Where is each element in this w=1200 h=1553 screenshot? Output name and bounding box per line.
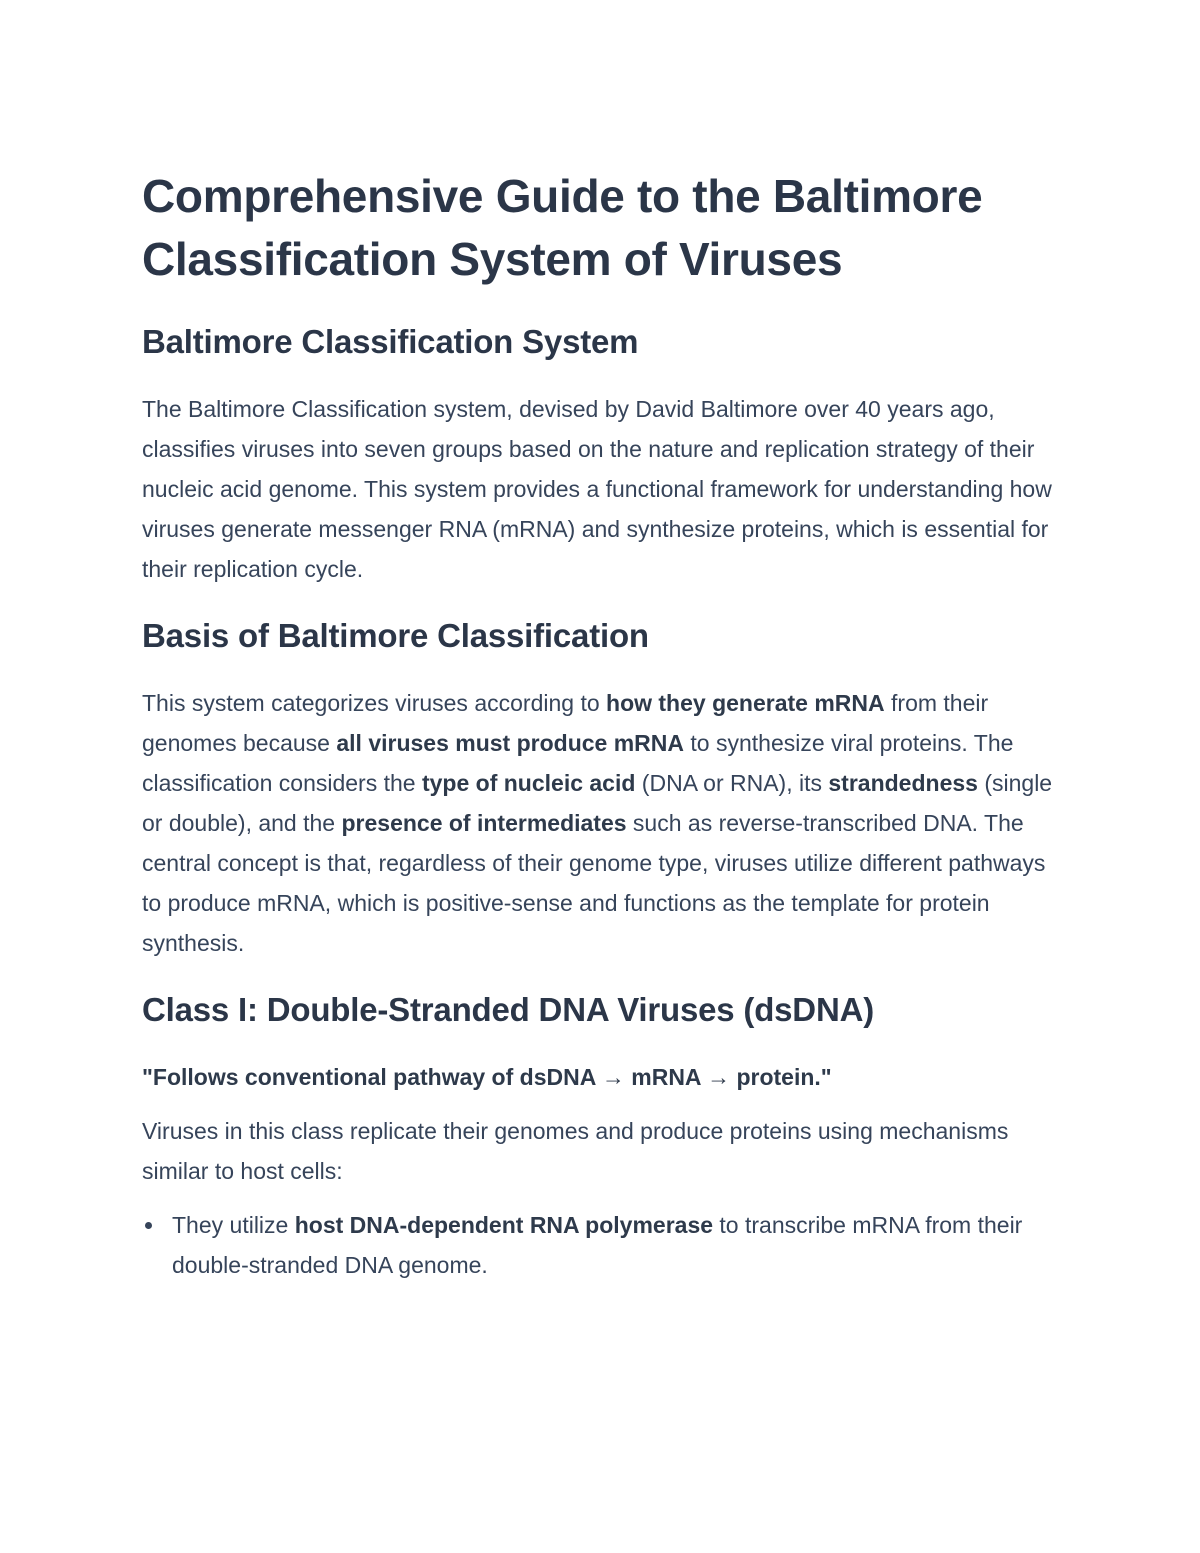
text-run: from their genomes because [142,690,989,756]
text-run: such as reverse-transcribed DNA. The central concept is that, regardless of their genome type, viruses utilize different pathways to produce mRNA, which is positive-sense and functions as the template for protein synthesis. [142,810,1046,956]
section-heading-baltimore-system: Baltimore Classification System [142,323,639,360]
bullet-icon [145,1222,152,1229]
bold-run: presence of intermediates [341,810,627,836]
text-run: to transcribe mRNA from their double-stranded DNA genome. [172,1212,1023,1278]
bold-run: strandedness [828,770,978,796]
bold-run: all viruses must produce mRNA [336,730,685,756]
document-title: Comprehensive Guide to the Baltimore Classification System of Viruses [142,170,983,285]
class-i-quote: "Follows conventional pathway of dsDNA → mRNA → protein." [142,1064,832,1090]
section-heading-class-i: Class I: Double-Stranded DNA Viruses (dsDNA) [142,991,874,1028]
text-run: to synthesize viral proteins. The classification considers the [142,730,1014,796]
bold-run: host DNA-dependent RNA polymerase [294,1212,714,1238]
section-paragraph-basis [142,683,1060,963]
section-paragraph-baltimore-system: The Baltimore Classification system, devised by David Baltimore over 40 years ago, classifies viruses into seven groups based on the nature and replication strategy of their nucleic acid genome. This system provides a functional framework for understanding how viruses generate messenger RNA (mRNA) and synthesize proteins, which is essential for their replication cycle. [142,396,1052,582]
text-run: (DNA or RNA), its [635,770,829,796]
class-i-intro: Viruses in this class replicate their genomes and produce proteins using mechanisms similar to host cells: [142,1118,1009,1184]
section-heading-basis: Basis of Baltimore Classification [142,617,649,654]
text-run: (single or double), and the [142,770,1053,836]
bold-run: how they generate mRNA [606,690,885,716]
text-run: This system categorizes viruses according to [142,690,607,716]
list-item [142,1205,1060,1285]
bold-run: type of nucleic acid [421,770,636,796]
class-i-bullet-list [142,1205,1060,1285]
text-run: They utilize [172,1212,295,1238]
